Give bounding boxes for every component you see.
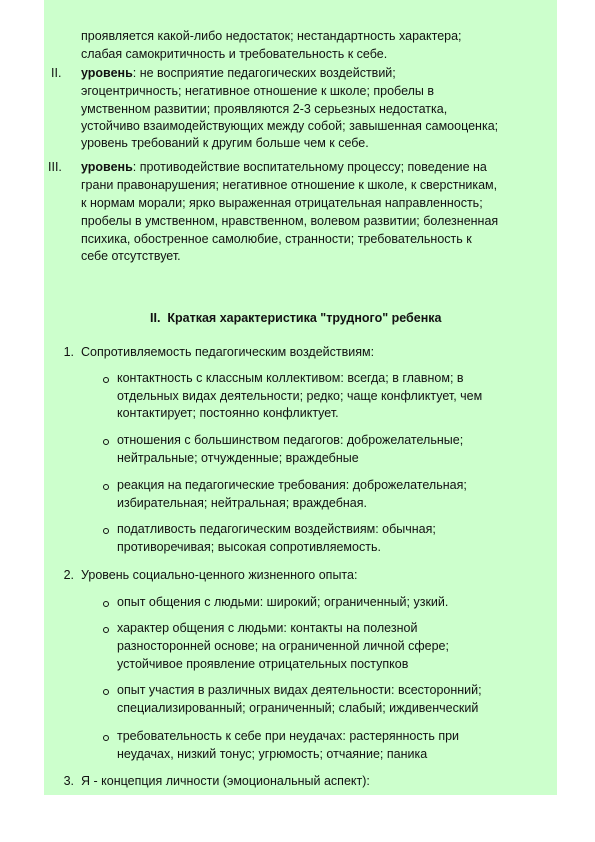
section-title-text: Краткая характеристика "трудного" ребенка [167, 311, 442, 325]
bullet-line: противоречивая; высокая сопротивляемость. [117, 540, 381, 554]
bullet-icon [103, 735, 109, 741]
bullet-line: избирательная; нейтральная; враждебная. [117, 496, 367, 510]
bullet-line: отдельных видах деятельности; редко; чаще конфликтует, чем [117, 389, 483, 403]
bullet-line: реакция на педагогические требования: доброжелательная; [117, 478, 467, 492]
bullet-icon [103, 484, 109, 490]
level-line: эгоцентричность; негативное отношение к школе; пробелы в [81, 84, 435, 98]
bullet-line: требовательность к себе при неудачах: растерянность при [117, 729, 460, 743]
bullet-line: контактность с классным коллективом: всегда; в главном; в [117, 371, 464, 385]
level-line: уровень: не восприятие педагогических воздействий; [81, 66, 396, 80]
bullet-icon [103, 528, 109, 534]
bullet-icon [103, 439, 109, 445]
section-numeral: II. [150, 311, 161, 325]
bullet-icon [103, 627, 109, 633]
item-label: Сопротивляемость педагогическим воздействиям: [81, 345, 375, 359]
intro-line: слабая самокритичность и требовательность к себе. [81, 47, 388, 61]
bullet-line: опыт общения с людьми: широкий; ограниченный; узкий. [117, 595, 449, 609]
bullet-line: нейтральные; отчужденные; враждебные [117, 451, 359, 465]
bullet-icon [103, 601, 109, 607]
level-line: психика, обостренное самолюбие, странности; требовательность к [81, 232, 472, 246]
bullet-line: характер общения с людьми: контакты на полезной [117, 621, 418, 635]
level-line: себе отсутствует. [81, 249, 181, 263]
level-line: умственном развитии; проявляются 2-3 серьезных недостатка, [81, 102, 448, 116]
bullet-icon [103, 689, 109, 695]
level-line: уровень требований к другим больше чем к себе. [81, 136, 369, 150]
bullet-line: податливость педагогическим воздействиям: обычная; [117, 522, 436, 536]
level-line: пробелы в умственном, нравственном, волевом развитии; болезненная [81, 214, 499, 228]
bullet-line: специализированный; ограниченный; слабый; иждивенческий [117, 701, 479, 715]
level-keyword: уровень [81, 160, 133, 174]
item-label: Я - концепция личности (эмоциональный аспект): [81, 774, 370, 788]
level-keyword: уровень [81, 66, 133, 80]
bullet-line: опыт участия в различных видах деятельности: всесторонний; [117, 683, 482, 697]
level-numeral: III. [48, 160, 62, 174]
bullet-line: неудачах, низкий тонус; угрюмость; отчаяние; паника [117, 747, 428, 761]
item-number: 1. [63, 345, 74, 359]
section-title [150, 309, 441, 327]
intro-line: проявляется какой-либо недостаток; нестандартность характера; [81, 29, 462, 43]
bullet-line: отношения с большинством педагогов: доброжелательные; [117, 433, 464, 447]
bullet-icon [103, 377, 109, 383]
level-numeral: II. [51, 66, 62, 80]
level-line: к нормам морали; ярко выраженная отрицательная направленность; [81, 196, 483, 210]
level-line: уровень: противодействие воспитательному процессу; поведение на [81, 160, 487, 174]
bullet-line: контактирует; постоянно конфликтует. [117, 406, 339, 420]
level-line: грани правонарушения; негативное отношение к школе, к сверстникам, [81, 178, 498, 192]
item-label: Уровень социально-ценного жизненного опыта: [81, 568, 358, 582]
bullet-line: разносторонней основе; на ограниченной личной сфере; [117, 639, 449, 653]
item-number: 2. [63, 568, 74, 582]
item-number: 3. [63, 774, 74, 788]
level-line: устойчиво взаимодействующих между собой; завышенная самооценка; [81, 119, 499, 133]
bullet-line: устойчивое проявление отрицательных поступков [117, 657, 409, 671]
